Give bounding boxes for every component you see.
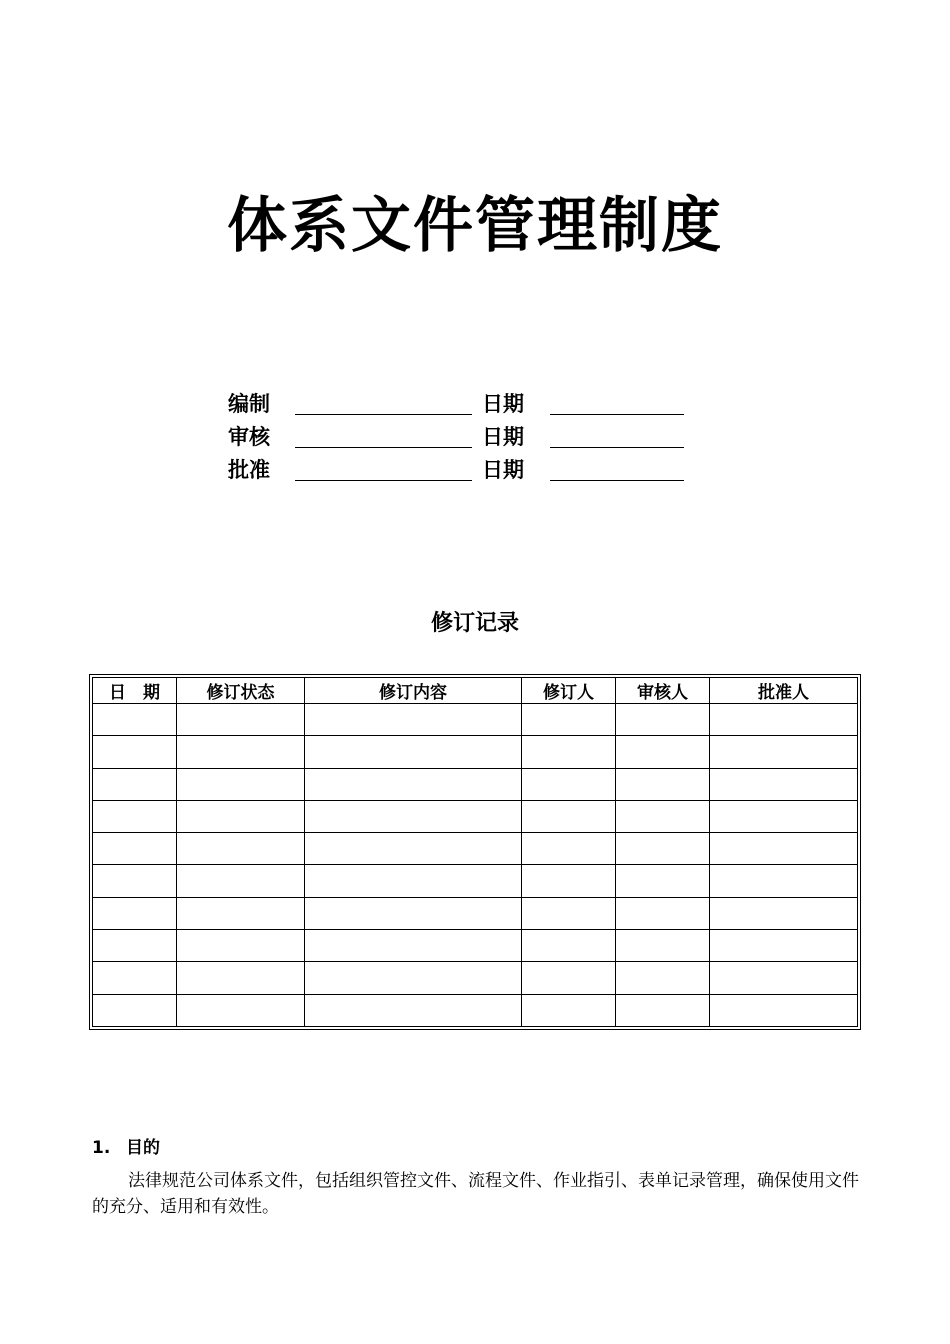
table-cell [710, 994, 858, 1026]
table-cell [616, 897, 710, 929]
table-row [93, 897, 858, 929]
table-cell [522, 994, 616, 1026]
signoff-row-approved [228, 452, 698, 484]
signoff-row-reviewed [228, 419, 698, 451]
signature-line [295, 447, 472, 448]
table-cell [177, 833, 305, 865]
table-cell [710, 704, 858, 736]
table-row [93, 768, 858, 800]
table-cell [710, 930, 858, 962]
table-cell [177, 800, 305, 832]
col-header-date: 日 期 [93, 678, 177, 704]
table-header-row [93, 678, 858, 704]
table-cell [305, 897, 522, 929]
document-title: 体系文件管理制度 [227, 191, 723, 261]
section-number: 1. [92, 1138, 111, 1158]
signoff-label: 批准 [228, 458, 270, 482]
table-cell [305, 865, 522, 897]
col-header-reviewer: 审核人 [616, 678, 710, 704]
section-paragraph: 法律规范公司体系文件，包括组织管控文件、流程文件、作业指引、表单记录管理，确保使用文件的充分、适用和有效性。 [92, 1171, 859, 1217]
table-cell [305, 736, 522, 768]
col-header-approver: 批准人 [710, 678, 858, 704]
table-cell [522, 930, 616, 962]
revision-table-body [93, 704, 858, 1027]
table-cell [177, 768, 305, 800]
revision-table [92, 677, 858, 1027]
signoff-label: 编制 [228, 392, 270, 416]
table-cell [522, 768, 616, 800]
table-cell [522, 736, 616, 768]
date-line [550, 447, 684, 448]
table-cell [305, 704, 522, 736]
table-cell [616, 833, 710, 865]
table-cell [93, 962, 177, 994]
col-header-revision-status: 修订状态 [177, 678, 305, 704]
table-cell [522, 833, 616, 865]
table-cell [177, 865, 305, 897]
section-title: 目的 [126, 1138, 160, 1158]
table-row [93, 994, 858, 1026]
table-cell [93, 768, 177, 800]
table-cell [177, 897, 305, 929]
table-cell [93, 833, 177, 865]
table-cell [305, 994, 522, 1026]
table-cell [616, 930, 710, 962]
date-label: 日期 [482, 425, 524, 449]
date-label: 日期 [482, 458, 524, 482]
date-line [550, 480, 684, 481]
table-cell [522, 865, 616, 897]
table-row [93, 800, 858, 832]
table-cell [616, 962, 710, 994]
revision-record-table [89, 674, 861, 1030]
table-cell [305, 833, 522, 865]
table-cell [305, 930, 522, 962]
table-row [93, 833, 858, 865]
table-cell [177, 704, 305, 736]
signoff-label: 审核 [228, 425, 270, 449]
table-cell [710, 768, 858, 800]
table-cell [522, 704, 616, 736]
table-row [93, 704, 858, 736]
table-cell [710, 736, 858, 768]
table-cell [710, 800, 858, 832]
table-cell [616, 704, 710, 736]
col-header-reviser: 修订人 [522, 678, 616, 704]
signature-line [295, 480, 472, 481]
revision-record-title: 修订记录 [430, 611, 519, 636]
table-cell [305, 800, 522, 832]
table-cell [710, 897, 858, 929]
table-row [93, 930, 858, 962]
table-cell [616, 865, 710, 897]
table-row [93, 865, 858, 897]
table-cell [93, 897, 177, 929]
col-header-revision-content: 修订内容 [305, 678, 522, 704]
table-cell [616, 736, 710, 768]
table-cell [616, 800, 710, 832]
signature-line [295, 414, 472, 415]
table-cell [93, 865, 177, 897]
date-line [550, 414, 684, 415]
signoff-row-compiled [228, 386, 698, 418]
table-cell [305, 768, 522, 800]
table-cell [177, 962, 305, 994]
table-cell [522, 897, 616, 929]
table-cell [616, 768, 710, 800]
table-cell [710, 865, 858, 897]
table-cell [93, 930, 177, 962]
table-cell [522, 962, 616, 994]
table-cell [710, 833, 858, 865]
section-heading [92, 1133, 160, 1158]
table-cell [177, 736, 305, 768]
table-cell [93, 994, 177, 1026]
table-cell [710, 962, 858, 994]
table-cell [522, 800, 616, 832]
table-cell [616, 994, 710, 1026]
table-cell [93, 704, 177, 736]
table-cell [305, 962, 522, 994]
table-cell [93, 800, 177, 832]
table-cell [177, 994, 305, 1026]
table-cell [177, 930, 305, 962]
table-row [93, 962, 858, 994]
table-cell [93, 736, 177, 768]
date-label: 日期 [482, 392, 524, 416]
table-row [93, 736, 858, 768]
